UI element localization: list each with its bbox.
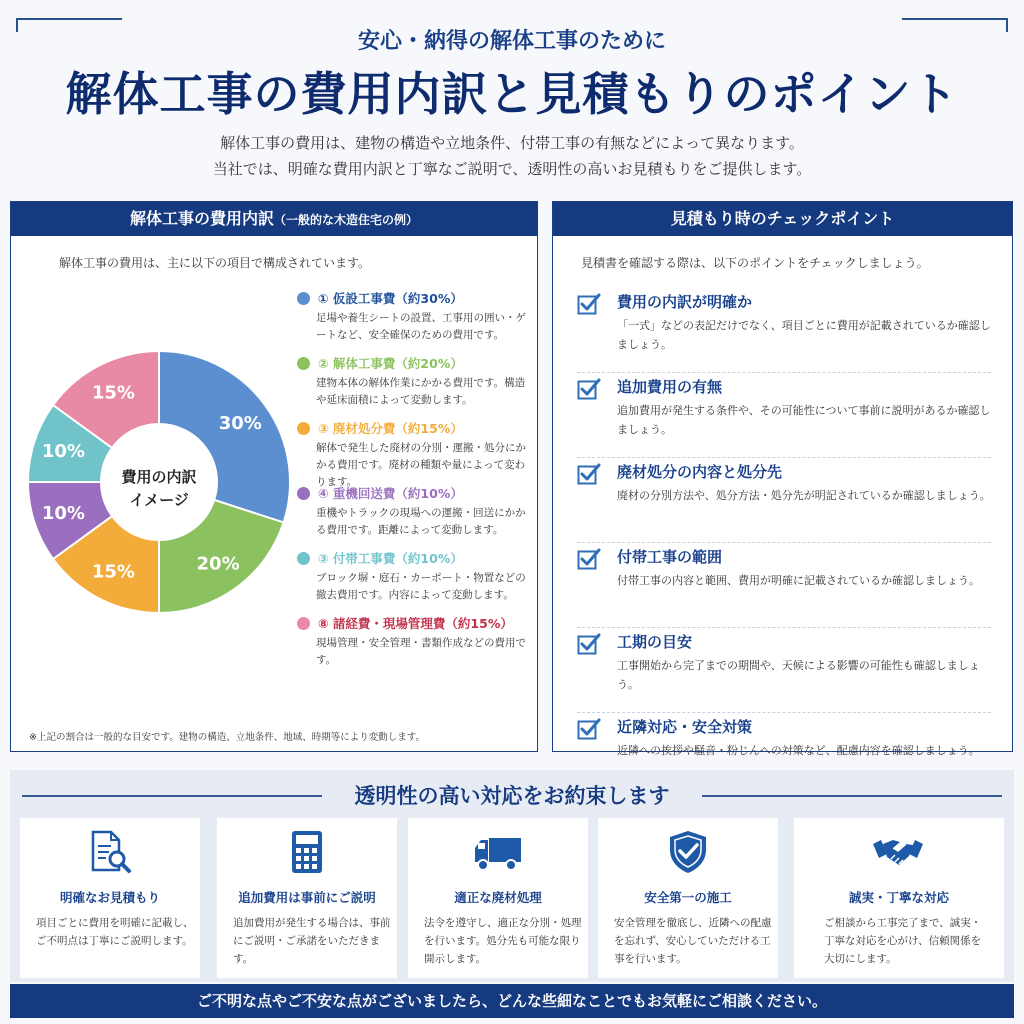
- cost-breakdown-panel: [10, 201, 538, 752]
- checkpoint-title: 工期の目安: [617, 633, 693, 651]
- footnote: ※上記の割合は一般的な目安です。建物の構造、立地条件、地域、時期等により変動します。: [29, 732, 425, 743]
- checkpoint-description: 工事開始から完了までの期間や、天候による影響の可能性も確認しましょう。: [617, 659, 980, 691]
- legend-dot: [297, 422, 310, 435]
- page-title: 解体工事の費用内訳と見積もりのポイント: [65, 67, 959, 121]
- legend-title: ⑧ 諸経費・現場管理費（約15%）: [318, 616, 513, 631]
- cost-legend: [297, 288, 533, 678]
- legend-description: 建物本体の解体作業にかかる費用です。構造や延床面積によって変動します。: [316, 377, 526, 406]
- panel-heading-text: 解体工事の費用内訳: [129, 209, 274, 228]
- checkpoint-title: 追加費用の有無: [617, 378, 723, 396]
- checkpoint-description: 「一式」などの表記だけでなく、項目ごとに費用が記載されているか確認しましょう。: [617, 319, 991, 351]
- legend-dot: [297, 487, 310, 500]
- document-search-icon: [85, 830, 135, 874]
- legend-title: ③ 廃材処分費（約15%）: [318, 421, 463, 436]
- panel-lead: 解体工事の費用は、主に以下の項目で構成されています。: [59, 256, 371, 270]
- checkbox-checked-icon: [577, 377, 601, 401]
- checkpoint-title: 廃材処分の内容と処分先: [617, 463, 783, 481]
- promise-card-description: 項目ごとに費用を明確に記載し、ご不明点は丁寧にご説明します。: [36, 917, 194, 947]
- legend-description: 足場や養生シートの設置、工事用の囲い・ゲートなど、安全確保のための費用です。: [316, 312, 526, 341]
- checkpoint-description: 付帯工事の内容と範囲、費用が明確に記載されているか確認しましょう。: [617, 574, 980, 587]
- intro-line: 解体工事の費用は、建物の構造や立地条件、付帯工事の有無などによって異なります。: [220, 134, 804, 152]
- panel-lead: 見積書を確認する際は、以下のポイントをチェックしましょう。: [581, 256, 929, 270]
- promise-card-title: 安全第一の施工: [644, 890, 732, 905]
- promise-card: [20, 818, 200, 978]
- shield-check-icon: [663, 830, 713, 874]
- checkbox-checked-icon: [577, 462, 601, 486]
- panel-heading: 見積もり時のチェックポイント: [553, 202, 1012, 236]
- checkpoint-description: 廃材の分別方法や、処分方法・処分先が明記されているか確認しましょう。: [617, 489, 991, 502]
- legend-dot: [297, 357, 310, 370]
- checkpoint-description: 追加費用が発生する条件や、その可能性について事前に説明があるか確認しましょう。: [617, 404, 991, 436]
- calculator-icon: [282, 830, 332, 874]
- legend-title: ① 仮設工事費（約30%）: [318, 291, 463, 306]
- corner-ornament-left: [16, 18, 122, 20]
- checkpoint-item: [577, 458, 991, 543]
- contact-banner: ご不明な点やご不安な点がございましたら、どんな些細なことでもお気軽にご相談ください。: [10, 984, 1014, 1018]
- checkpoint-title: 近隣対応・安全対策: [617, 718, 753, 736]
- promise-section: [10, 770, 1014, 982]
- checkpoint-item: [577, 628, 991, 713]
- legend-description: 重機やトラックの現場への運搬・回送にかかる費用です。距離によって変動します。: [316, 507, 526, 536]
- intro-line: 当社では、明確な費用内訳と丁寧なご説明で、透明性の高いお見積もりをご提供します。: [212, 160, 812, 178]
- checkpoint-item: [577, 543, 991, 628]
- promise-card-title: 適正な廃材処理: [454, 890, 542, 905]
- legend-title: ② 解体工事費（約20%）: [318, 356, 463, 371]
- page-subtitle: 安心・納得の解体工事のために: [357, 28, 666, 54]
- checkpoint-item: [577, 288, 991, 373]
- corner-ornament-right: [902, 18, 1008, 20]
- panel-heading: [11, 202, 537, 236]
- promise-card-description: 法令を遵守し、適正な分別・処理を行います。処分先も可能な限り開示します。: [424, 917, 582, 965]
- checkbox-checked-icon: [577, 717, 601, 741]
- legend-description: ブロック塀・庭石・カーポート・物置などの撤去費用です。内容によって変動します。: [316, 572, 526, 601]
- promise-card: [217, 818, 397, 978]
- promise-card-description: 安全管理を徹底し、近隣への配慮を忘れず、安心していただける工事を行います。: [614, 917, 772, 965]
- pie-slice-label: 15%: [91, 561, 135, 583]
- promise-card-title: 追加費用は事前にご説明: [238, 890, 376, 905]
- promise-card: [794, 818, 1004, 978]
- pie-slice-label: 10%: [41, 440, 85, 462]
- legend-description: 解体で発生した廃材の分別・運搬・処分にかかる費用です。廃材の種類や量によって変わります。: [316, 442, 526, 488]
- legend-item: [297, 613, 533, 678]
- checkpoint-item: [577, 373, 991, 458]
- legend-item: [297, 548, 533, 613]
- checkpoint-panel: [552, 201, 1013, 757]
- legend-dot: [297, 552, 310, 565]
- pie-center-label: 費用の内訳: [121, 468, 197, 486]
- legend-item: [297, 353, 533, 418]
- checkpoint-title: 付帯工事の範囲: [617, 548, 723, 566]
- legend-title: ④ 重機回送費（約10%）: [318, 486, 463, 501]
- checkpoint-description: 近隣への挨拶や騒音・粉じんへの対策など、配慮内容を確認しましょう。: [617, 744, 980, 757]
- legend-item: [297, 418, 533, 488]
- promise-card: [408, 818, 588, 978]
- checkbox-checked-icon: [577, 292, 601, 316]
- legend-title: ③ 付帯工事費（約10%）: [318, 551, 463, 566]
- promise-card-title: 明確なお見積もり: [59, 890, 160, 905]
- promise-card: [598, 818, 778, 978]
- checkpoint-title: 費用の内訳が明確か: [617, 293, 753, 311]
- promise-card-description: ご相談から工事完了まで、誠実・丁寧な対応を心がけ、信頼関係を大切にします。: [824, 917, 982, 965]
- promise-card-description: 追加費用が発生する場合は、事前にご説明・ご承諾をいただきます。: [233, 917, 391, 965]
- checkbox-checked-icon: [577, 632, 601, 656]
- legend-item: [297, 288, 533, 353]
- handshake-icon: [866, 830, 930, 874]
- truck-icon: [466, 830, 530, 874]
- panel-heading-note: （一般的な木造住宅の例）: [274, 213, 419, 227]
- intro-text: [0, 130, 1024, 182]
- cost-pie-chart: [27, 302, 293, 636]
- legend-dot: [297, 292, 310, 305]
- promise-heading: 透明性の高い対応をお約束します: [354, 783, 670, 808]
- checkbox-checked-icon: [577, 547, 601, 571]
- pie-slice-label: 30%: [218, 412, 262, 434]
- pie-slice-label: 20%: [196, 553, 240, 575]
- checkpoint-list: [577, 288, 991, 798]
- pie-slice-label: 10%: [41, 503, 85, 525]
- legend-dot: [297, 617, 310, 630]
- promise-card-title: 誠実・丁寧な対応: [848, 890, 949, 905]
- pie-center-label: イメージ: [129, 491, 189, 509]
- legend-item: [297, 483, 533, 548]
- pie-slice-label: 15%: [91, 382, 135, 404]
- legend-description: 現場管理・安全管理・書類作成などの費用です。: [316, 637, 526, 666]
